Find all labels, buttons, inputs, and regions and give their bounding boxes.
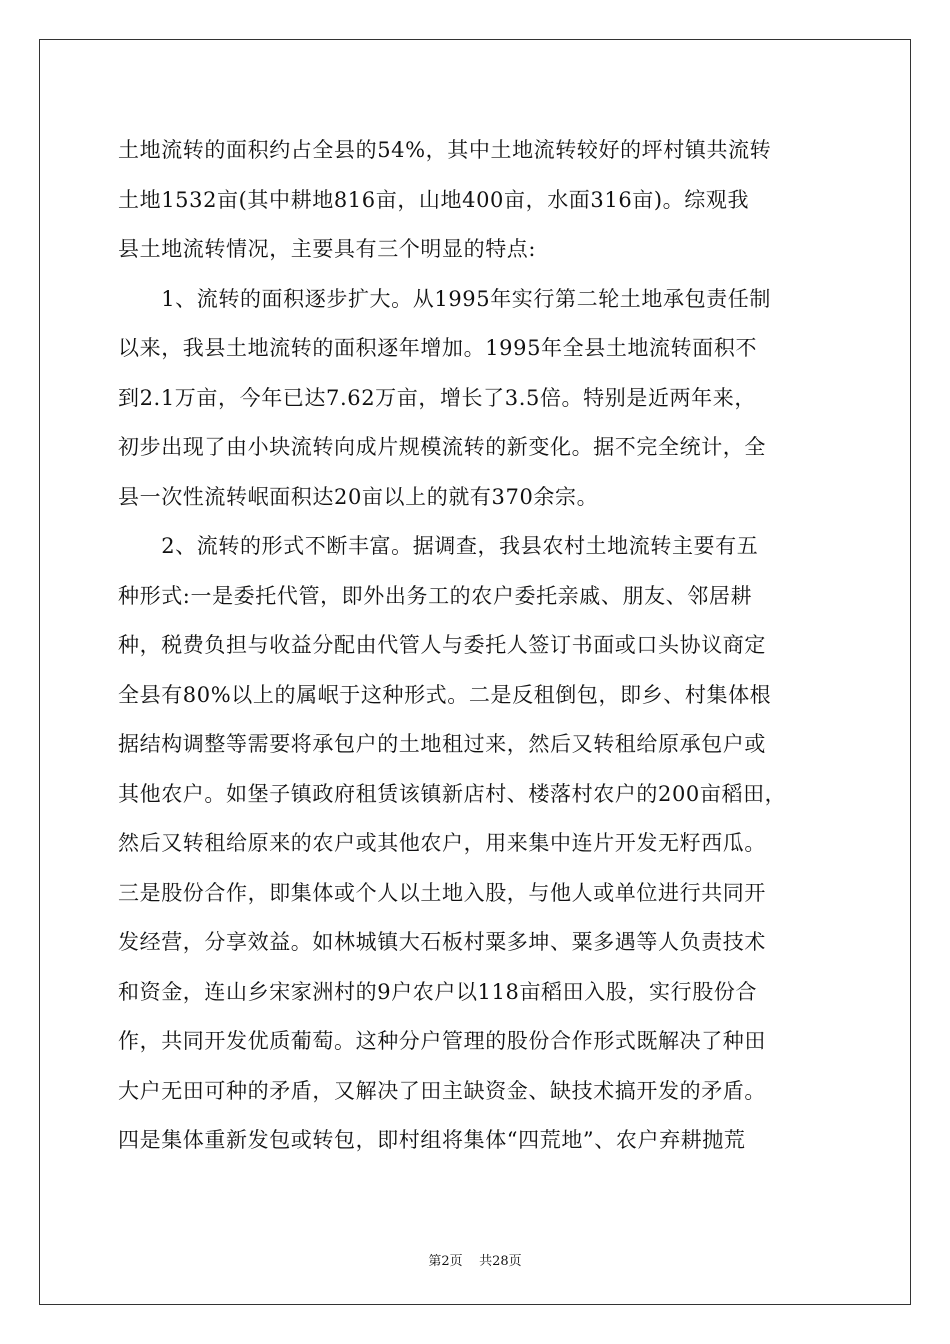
text-line: 其他农户。如堡子镇政府租赁该镇新店村、楼落村农户的200亩稻田， <box>118 781 787 806</box>
text-line: 土地1532亩(其中耕地816亩，山地400亩，水面316亩)。综观我 <box>118 187 750 212</box>
text-line: 1、流转的面积逐步扩大。从1995年实行第二轮土地承包责任制 <box>118 286 772 311</box>
text-line: 据结构调整等需要将承包户的土地租过来，然后又转租给原承包户或 <box>118 732 766 756</box>
text-line: 作，共同开发优质葡萄。这种分户管理的股份合作形式既解决了种田 <box>118 1029 766 1053</box>
text-line: 种形式:一是委托代管，即外出务工的农户委托亲戚、朋友、邻居耕 <box>118 583 753 608</box>
text-line: 到2.1万亩，今年已达7.62万亩，增长了3.5倍。特别是近两年来， <box>118 385 756 410</box>
text-line: 2、流转的形式不断丰富。据调查，我县农村土地流转主要有五 <box>118 534 759 558</box>
text-line: 以来，我县土地流转的面积逐年增加。1995年全县土地流转面积不 <box>118 336 758 360</box>
text-line: 种，税费负担与收益分配由代管人与委托人签订书面或口头协议商定 <box>118 633 766 657</box>
text-line: 初步出现了由小块流转向成片规模流转的新变化。据不完全统计，全 <box>118 435 766 459</box>
page-total: 共28页 <box>479 1254 522 1269</box>
text-line: 三是股份合作，即集体或个人以土地入股，与他人或单位进行共同开 <box>118 880 766 905</box>
text-line: 大户无田可种的矛盾，又解决了田主缺资金、缺技术搞开发的矛盾。 <box>118 1078 766 1103</box>
text-line: 县一次性流转岷面积达20亩以上的就有370余宗。 <box>118 484 599 509</box>
text-line: 和资金，连山乡宋家洲村的9户农户以118亩稻田入股，实行股份合 <box>118 979 758 1004</box>
text-line: 发经营，分享效益。如林城镇大石板村粟多坤、粟多遇等人负责技术 <box>118 930 766 954</box>
text-line: 全县有80%以上的属岷于这种形式。二是反租倒包，即乡、村集体根 <box>118 682 772 707</box>
page-footer <box>0 1250 950 1269</box>
document-body <box>118 126 834 1166</box>
text-line: 县土地流转情况，主要具有三个明显的特点: <box>118 237 537 261</box>
text-line: 土地流转的面积约占全县的54%，其中土地流转较好的坪村镇共流转 <box>118 138 772 162</box>
page-number: 第2页 <box>428 1254 463 1269</box>
text-line: 四是集体重新发包或转包，即村组将集体“四荒地”、农户弃耕抛荒 <box>118 1128 746 1152</box>
text-line: 然后又转租给原来的农户或其他农户，用来集中连片开发无籽西瓜。 <box>118 831 766 855</box>
